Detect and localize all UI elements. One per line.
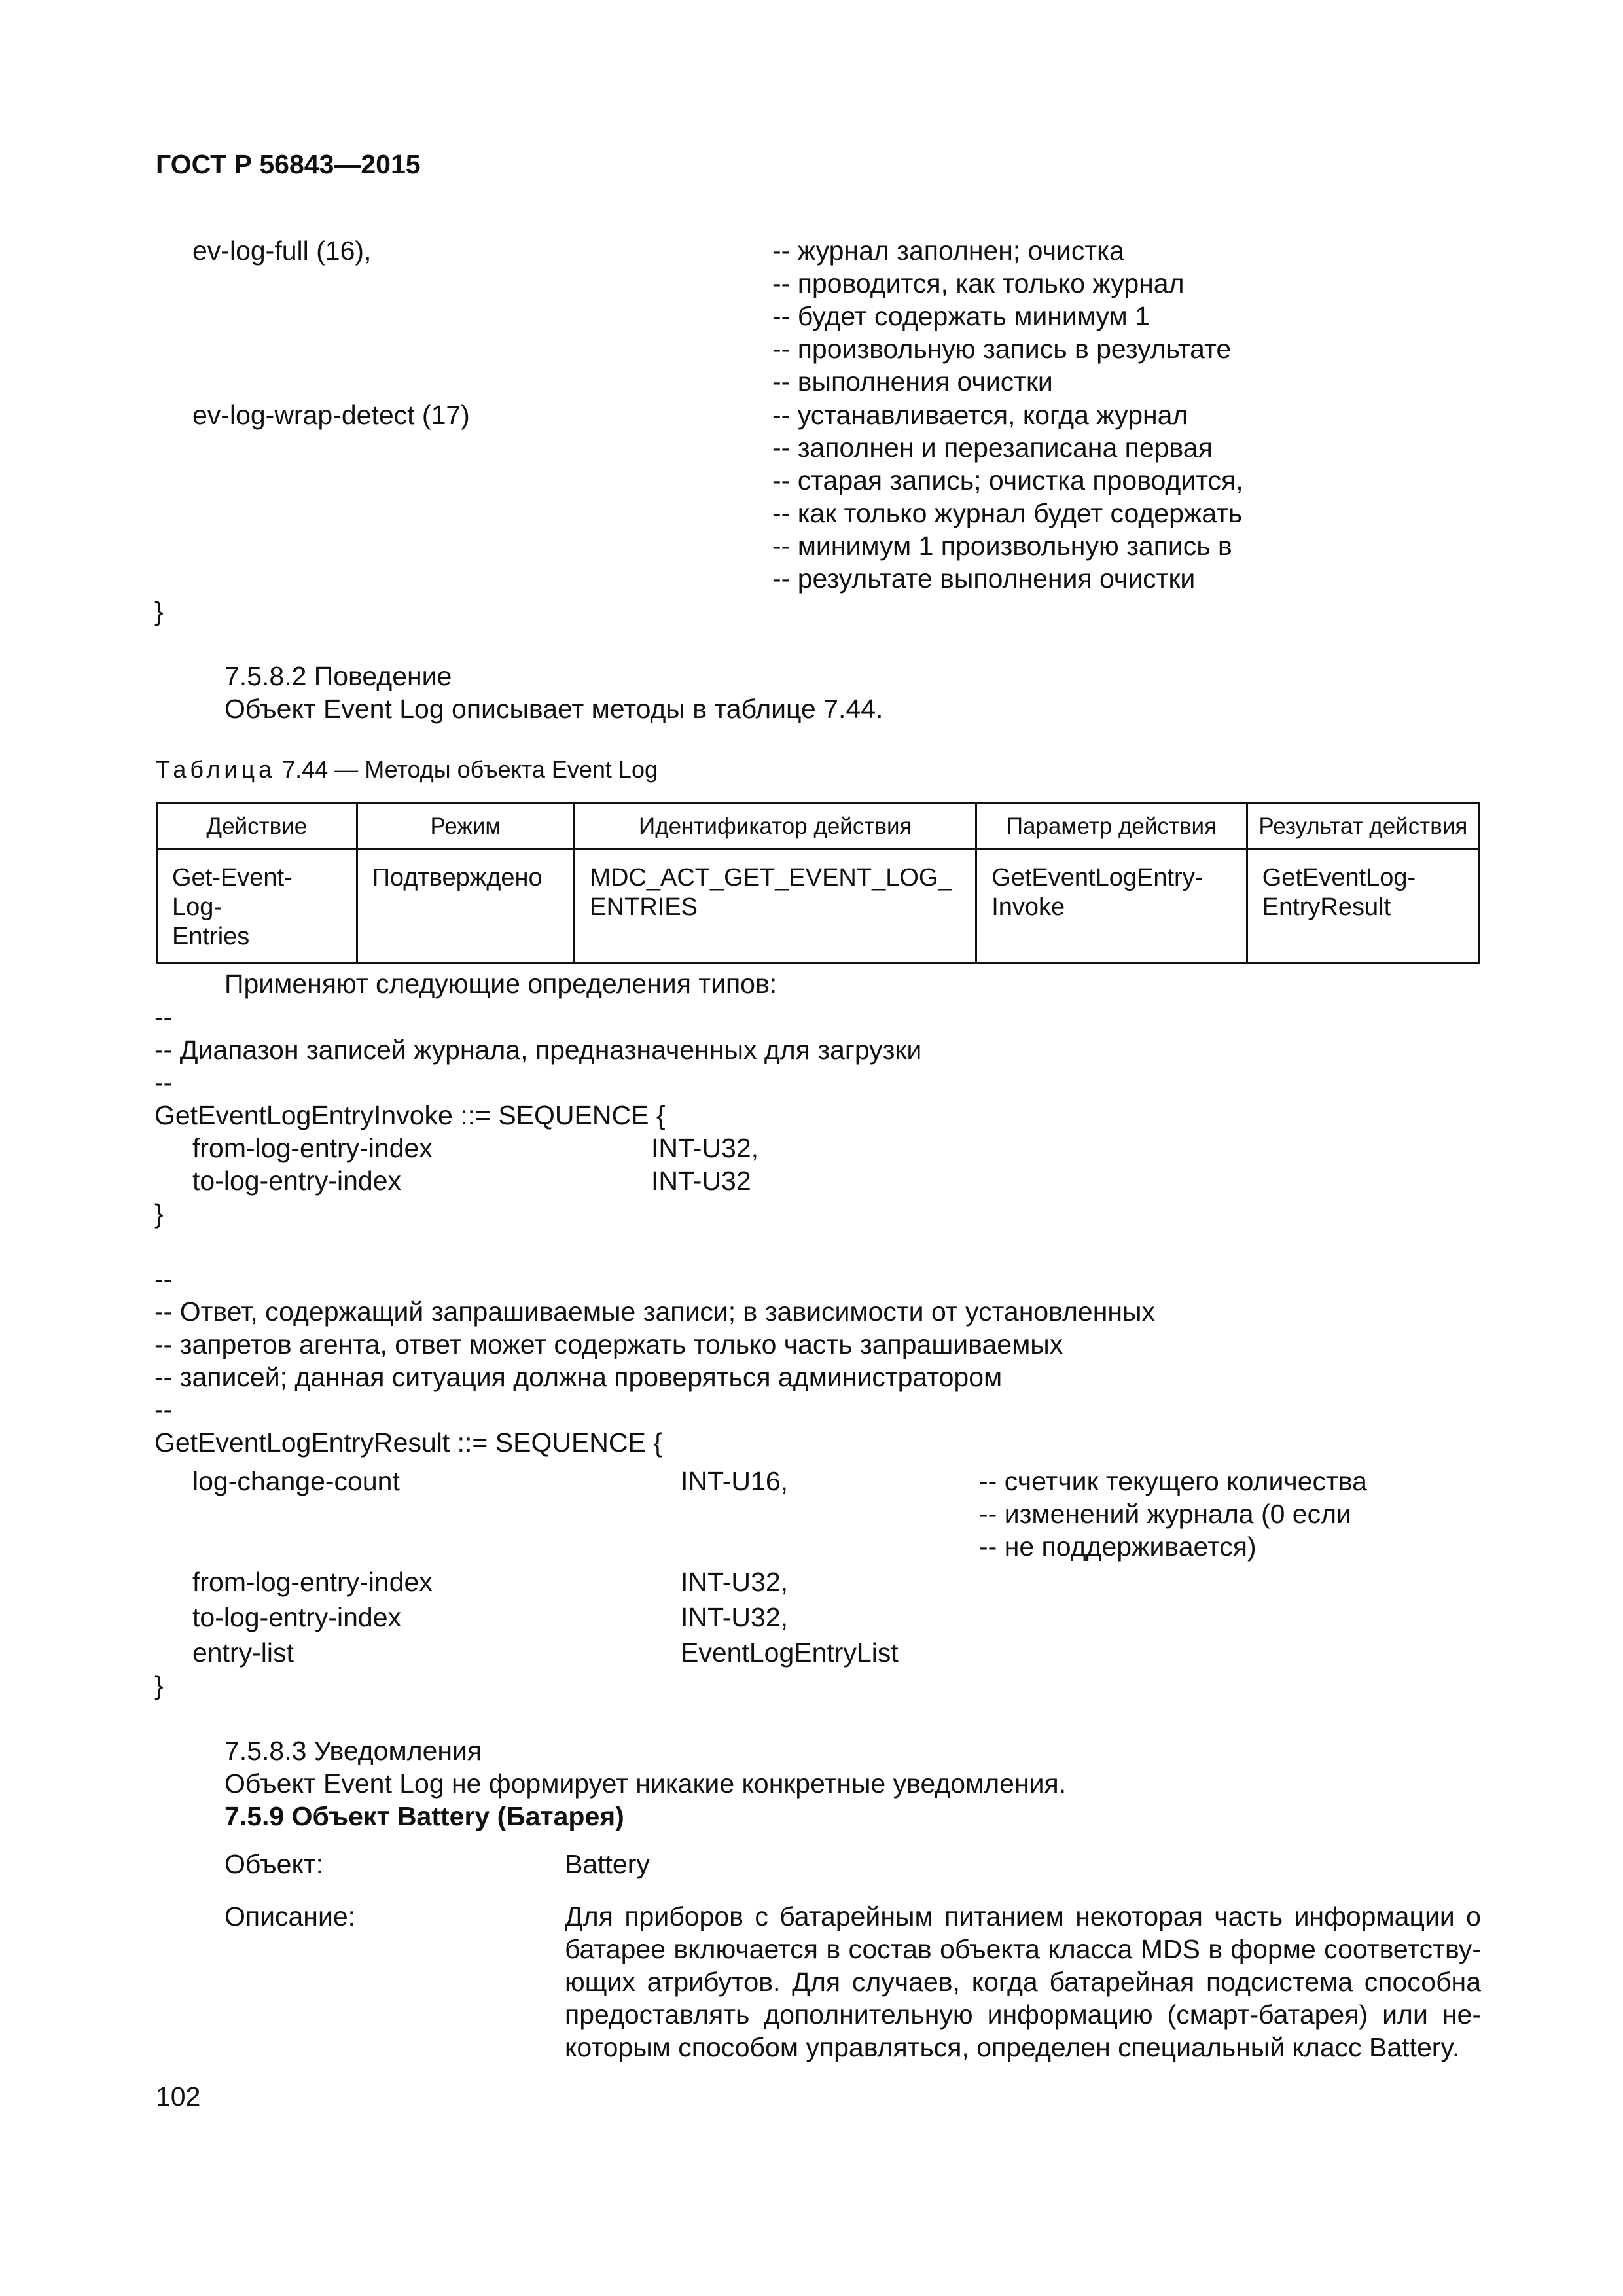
- event-comment: -- журнал заполнен; очистка: [772, 236, 1124, 266]
- code-comment: -- Диапазон записей журнала, предназначенных для загрузки: [154, 1035, 922, 1065]
- table-caption: [156, 753, 658, 786]
- type-declaration: GetEventLogEntryResult ::= SEQUENCE {: [154, 1427, 662, 1458]
- field-type: INT-U32: [651, 1166, 751, 1196]
- table-cell: MDC_ACT_GET_EVENT_LOG_ ENTRIES: [575, 850, 976, 963]
- page-number: 102: [156, 2081, 201, 2111]
- closing-brace: }: [154, 1670, 164, 1700]
- table-cell: GetEventLogEntry- Invoke: [976, 850, 1247, 963]
- event-comment: -- как только журнал будет содержать: [772, 498, 1243, 528]
- event-comment: -- произвольную запись в результате: [772, 334, 1232, 364]
- description-label: Описание:: [224, 1901, 356, 1931]
- field-comment: -- счетчик текущего количества: [979, 1466, 1367, 1496]
- section-heading-bold: 7.5.9 Объект Battery (Батарея): [224, 1801, 624, 1831]
- code-comment: -- записей; данная ситуация должна проверяться администратором: [154, 1362, 1003, 1392]
- field-type: EventLogEntryList: [681, 1638, 899, 1668]
- code-comment: --: [154, 1395, 173, 1425]
- event-comment: -- заполнен и перезаписана первая: [772, 433, 1213, 463]
- event-comment: -- устанавливается, когда журнал: [772, 400, 1188, 430]
- code-comment: -- Ответ, содержащий запрашиваемые записи; в зависимости от установленных: [154, 1297, 1155, 1327]
- section-text: Объект Event Log описывает методы в таблице 7.44.: [224, 694, 883, 724]
- event-comment: -- выполнения очистки: [772, 367, 1053, 397]
- description-text: Для приборов с батарейным питанием некоторая часть информации о батарее включается в состав объекта класса MDS в форме соответствующих атрибутов. Для случаев, когда батарейная подсистема способна предоставлять дополнительную информацию (смарт-батарея) или некоторым способом управляться, определен специальный класс Battery.: [565, 1901, 1481, 2062]
- closing-brace: }: [154, 1198, 164, 1229]
- event-comment: -- результате выполнения очистки: [772, 564, 1196, 594]
- field-type: INT-U32,: [681, 1567, 789, 1597]
- object-label: Объект:: [224, 1849, 324, 1879]
- table-caption-title: 7.44 — Методы объекта Event Log: [276, 756, 658, 783]
- field-comment: -- изменений журнала (0 если: [979, 1499, 1351, 1529]
- section-text: Объект Event Log не формирует никакие конкретные уведомления.: [224, 1768, 1067, 1799]
- code-comment: --: [154, 1002, 173, 1032]
- section-heading: 7.5.8.3 Уведомления: [224, 1736, 482, 1766]
- table-caption-prefix: Таблица: [156, 756, 276, 783]
- event-name: ev-log-wrap-detect (17): [192, 400, 470, 430]
- code-comment: --: [154, 1067, 173, 1098]
- table-header-cell: Идентификатор действия: [575, 804, 976, 850]
- event-comment: -- проводится, как только журнал: [772, 268, 1185, 298]
- table-header-row: [157, 804, 1480, 850]
- event-comment: -- минимум 1 произвольную запись в: [772, 531, 1232, 561]
- table-cell: Get-Event-Log- Entries: [157, 850, 357, 963]
- type-declaration: GetEventLogEntryInvoke ::= SEQUENCE {: [154, 1100, 666, 1130]
- field-name: log-change-count: [192, 1466, 400, 1496]
- field-comment: -- не поддерживается): [979, 1532, 1257, 1562]
- field-name: from-log-entry-index: [192, 1133, 433, 1163]
- event-name: ev-log-full (16),: [192, 236, 372, 266]
- field-name: entry-list: [192, 1638, 294, 1668]
- table-cell: Подтверждено: [357, 850, 575, 963]
- code-comment: --: [154, 1264, 173, 1294]
- code-comment: -- запретов агента, ответ может содержать только часть запрашиваемых: [154, 1329, 1063, 1359]
- field-type: INT-U32,: [651, 1133, 759, 1163]
- event-comment: -- будет содержать минимум 1: [772, 301, 1150, 331]
- methods-table: [156, 802, 1480, 964]
- table-row: [157, 850, 1480, 963]
- event-comment: -- старая запись; очистка проводится,: [772, 465, 1243, 495]
- field-type: INT-U16,: [681, 1466, 789, 1496]
- table-header-cell: Режим: [357, 804, 575, 850]
- field-name: from-log-entry-index: [192, 1567, 433, 1597]
- field-name: to-log-entry-index: [192, 1602, 402, 1632]
- document-header: ГОСТ Р 56843—2015: [156, 149, 421, 179]
- field-name: to-log-entry-index: [192, 1166, 402, 1196]
- table-cell: GetEventLog- EntryResult: [1247, 850, 1479, 963]
- section-heading: 7.5.8.2 Поведение: [224, 661, 452, 691]
- types-intro: Применяют следующие определения типов:: [224, 969, 777, 999]
- table-header-cell: Параметр действия: [976, 804, 1247, 850]
- table-header-cell: Действие: [157, 804, 357, 850]
- object-value: Battery: [565, 1849, 650, 1879]
- table-header-cell: Результат действия: [1247, 804, 1479, 850]
- field-type: INT-U32,: [681, 1602, 789, 1632]
- closing-brace: }: [154, 596, 164, 626]
